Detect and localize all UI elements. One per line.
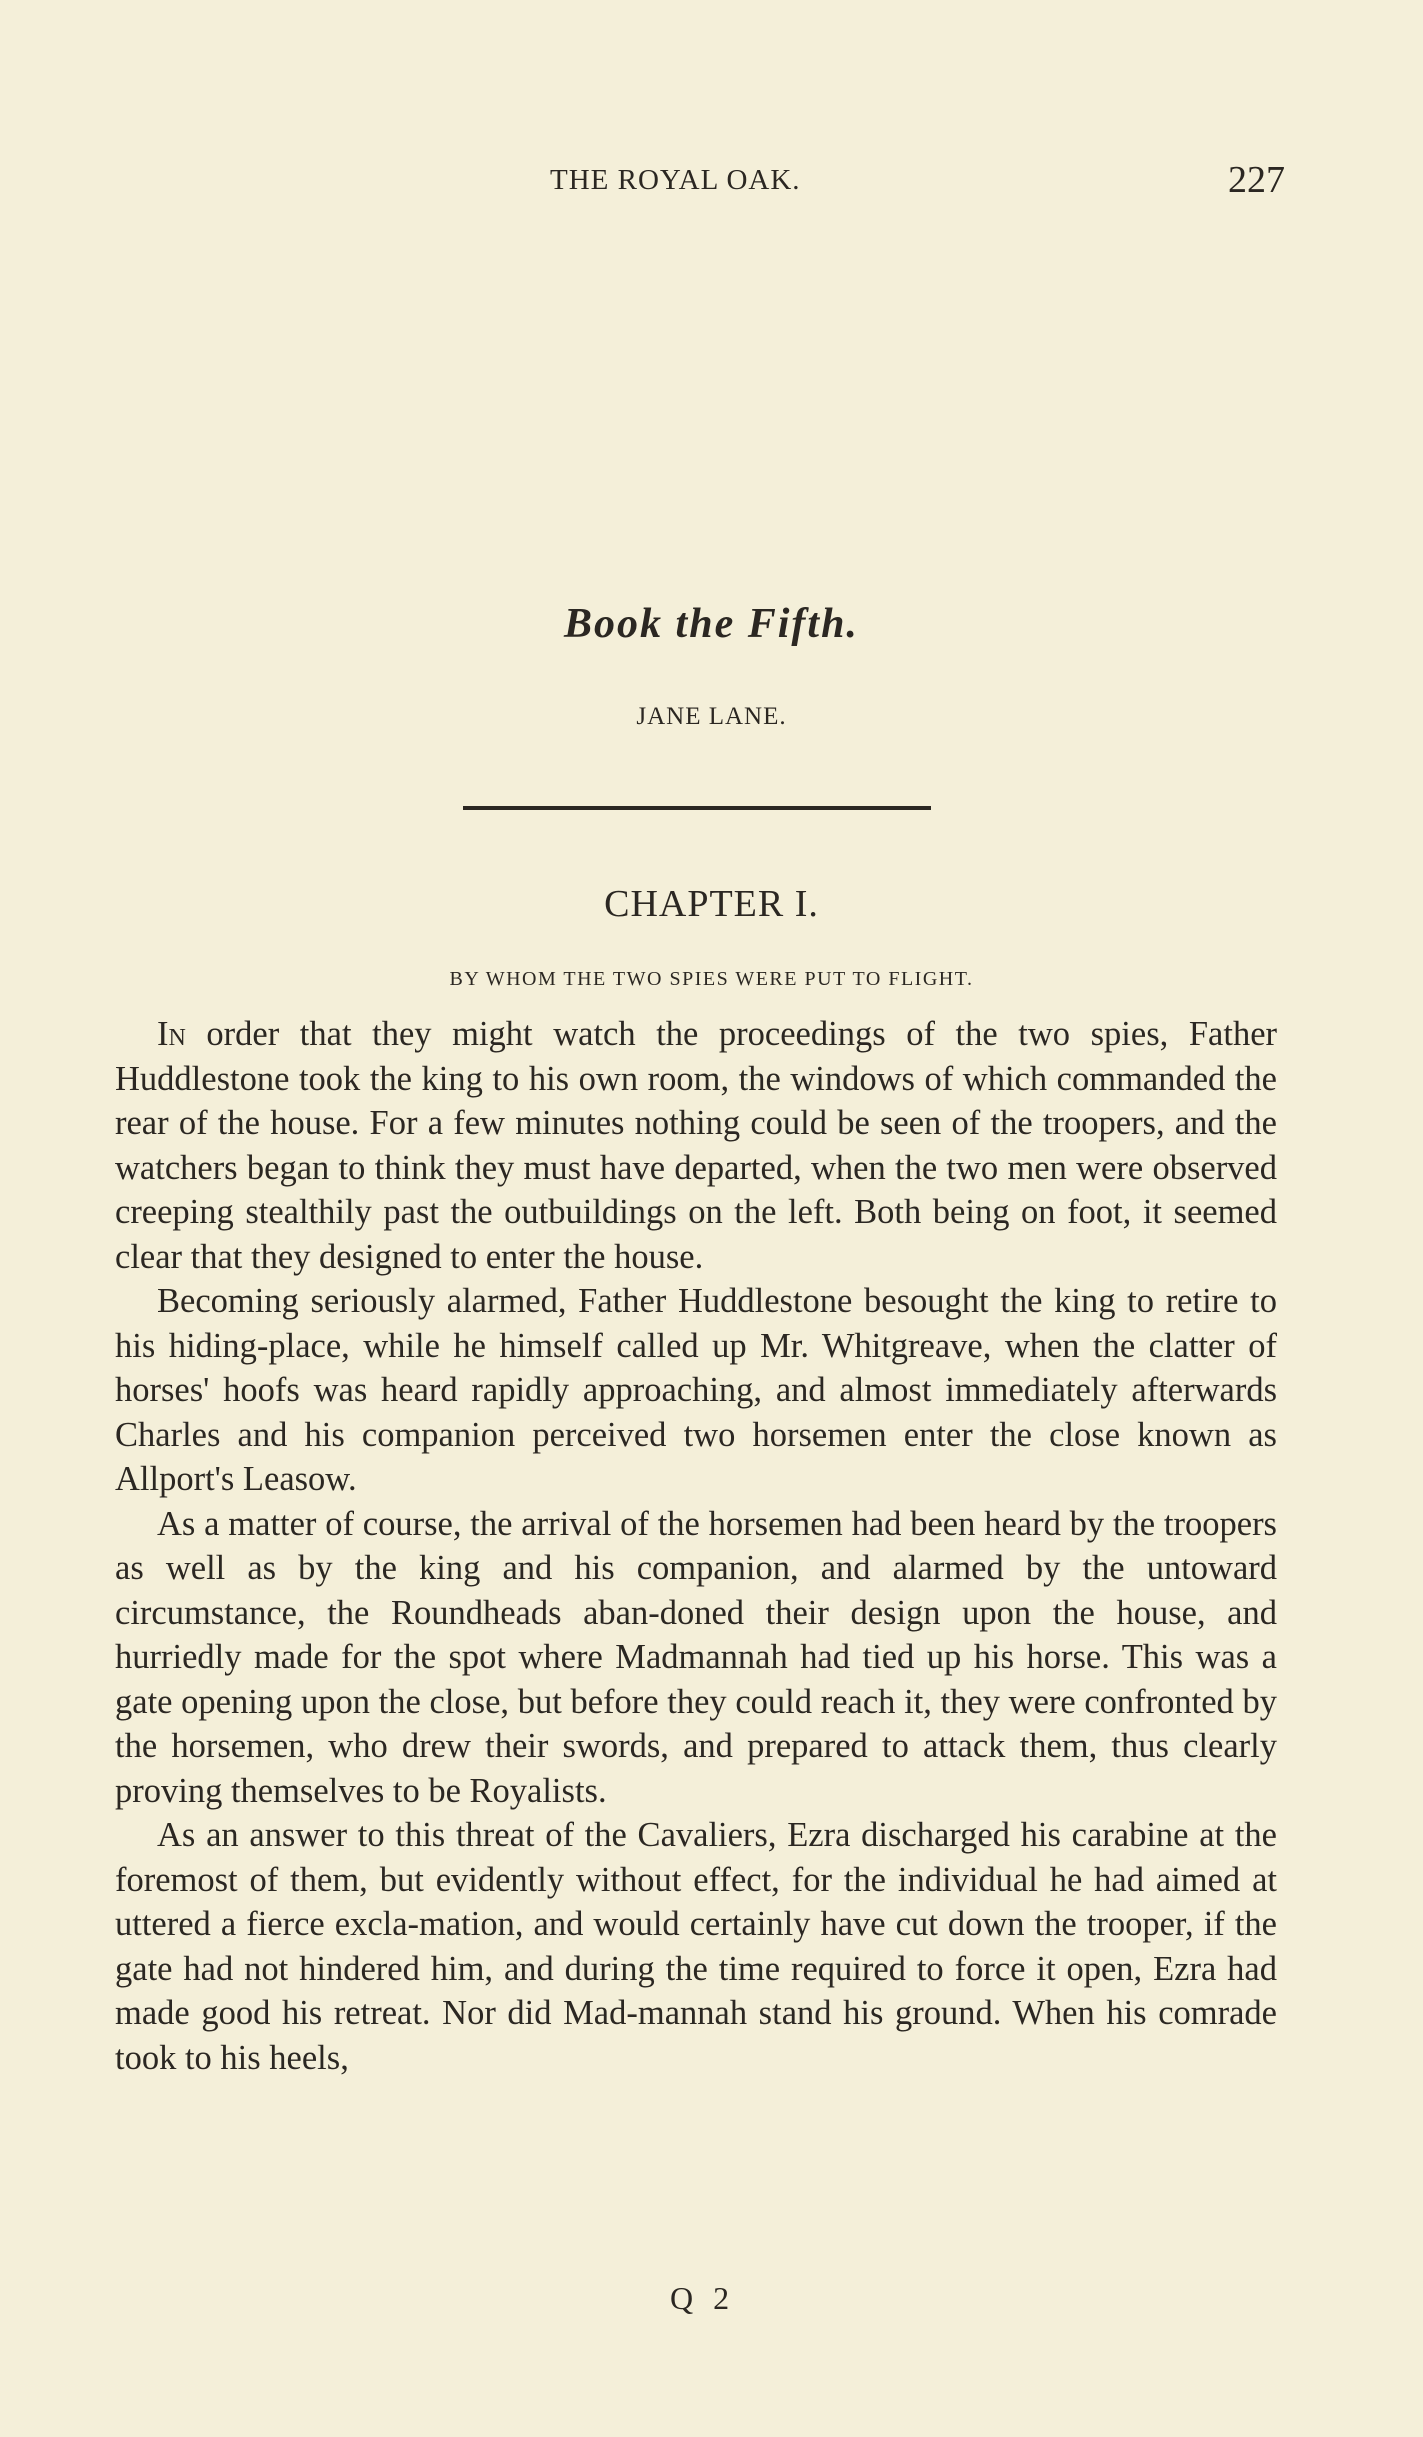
paragraph-text: order that they might watch the proceedings of the two spies, Father Huddlestone took the king to his own room, the windows of which commanded the rear of the house. For a few minutes nothing could be seen of the troopers, and the watchers began to think they must have departed, when the two men were observed creeping stealthily past the outbuildings on the left. Both being on foot, it seemed clear that they designed to enter the house. — [115, 1015, 1277, 1276]
paragraph — [115, 1012, 1277, 1279]
chapter-title: CHAPTER I. — [604, 883, 819, 925]
paragraph — [115, 1813, 1277, 2080]
signature-mark: Q 2 — [670, 2280, 736, 2316]
paragraph-text: Becoming seriously alarmed, Father Huddlestone besought the king to retire to his hiding-place, while he himself called up Mr. Whitgreave, when the clatter of horses' hoofs was heard rapidly approaching, and almost immediately afterwards Charles and his companion perceived two horsemen enter the close known as Allport's Leasow. — [115, 1282, 1277, 1498]
book-subtitle: JANE LANE. — [636, 703, 787, 730]
running-title: THE ROYAL OAK. — [550, 164, 801, 196]
book-title: Book the Fifth. — [564, 601, 859, 647]
page-header — [115, 158, 1285, 208]
body-text — [115, 1012, 1277, 2080]
paragraph-lead: In — [157, 1015, 186, 1053]
paragraph-text: As an answer to this threat of the Cavaliers, Ezra discharged his carabine at the foremost of them, but evidently without effect, for the individual he had aimed at uttered a fierce excla-mation, and would certainly have cut down the trooper, if the gate had not hindered him, and during the time required to force it open, Ezra had made good his retreat. Nor did Mad-mannah stand his ground. When his comrade took to his heels, — [115, 1816, 1277, 2077]
section-divider — [463, 806, 931, 810]
paragraph-text: As a matter of course, the arrival of the horsemen had been heard by the troopers as well as by the king and his companion, and alarmed by the untoward circumstance, the Roundheads aban-doned their design upon the house, and hurriedly made for the spot where Madmannah had tied up his horse. This was a gate opening upon the close, but before they could reach it, they were confronted by the horsemen, who drew their swords, and prepared to attack them, thus clearly proving themselves to be Royalists. — [115, 1504, 1277, 1810]
paragraph — [115, 1279, 1277, 1502]
page-number: 227 — [1228, 159, 1285, 201]
paragraph — [115, 1502, 1277, 1814]
chapter-subtitle: BY WHOM THE TWO SPIES WERE PUT TO FLIGHT. — [449, 968, 974, 990]
